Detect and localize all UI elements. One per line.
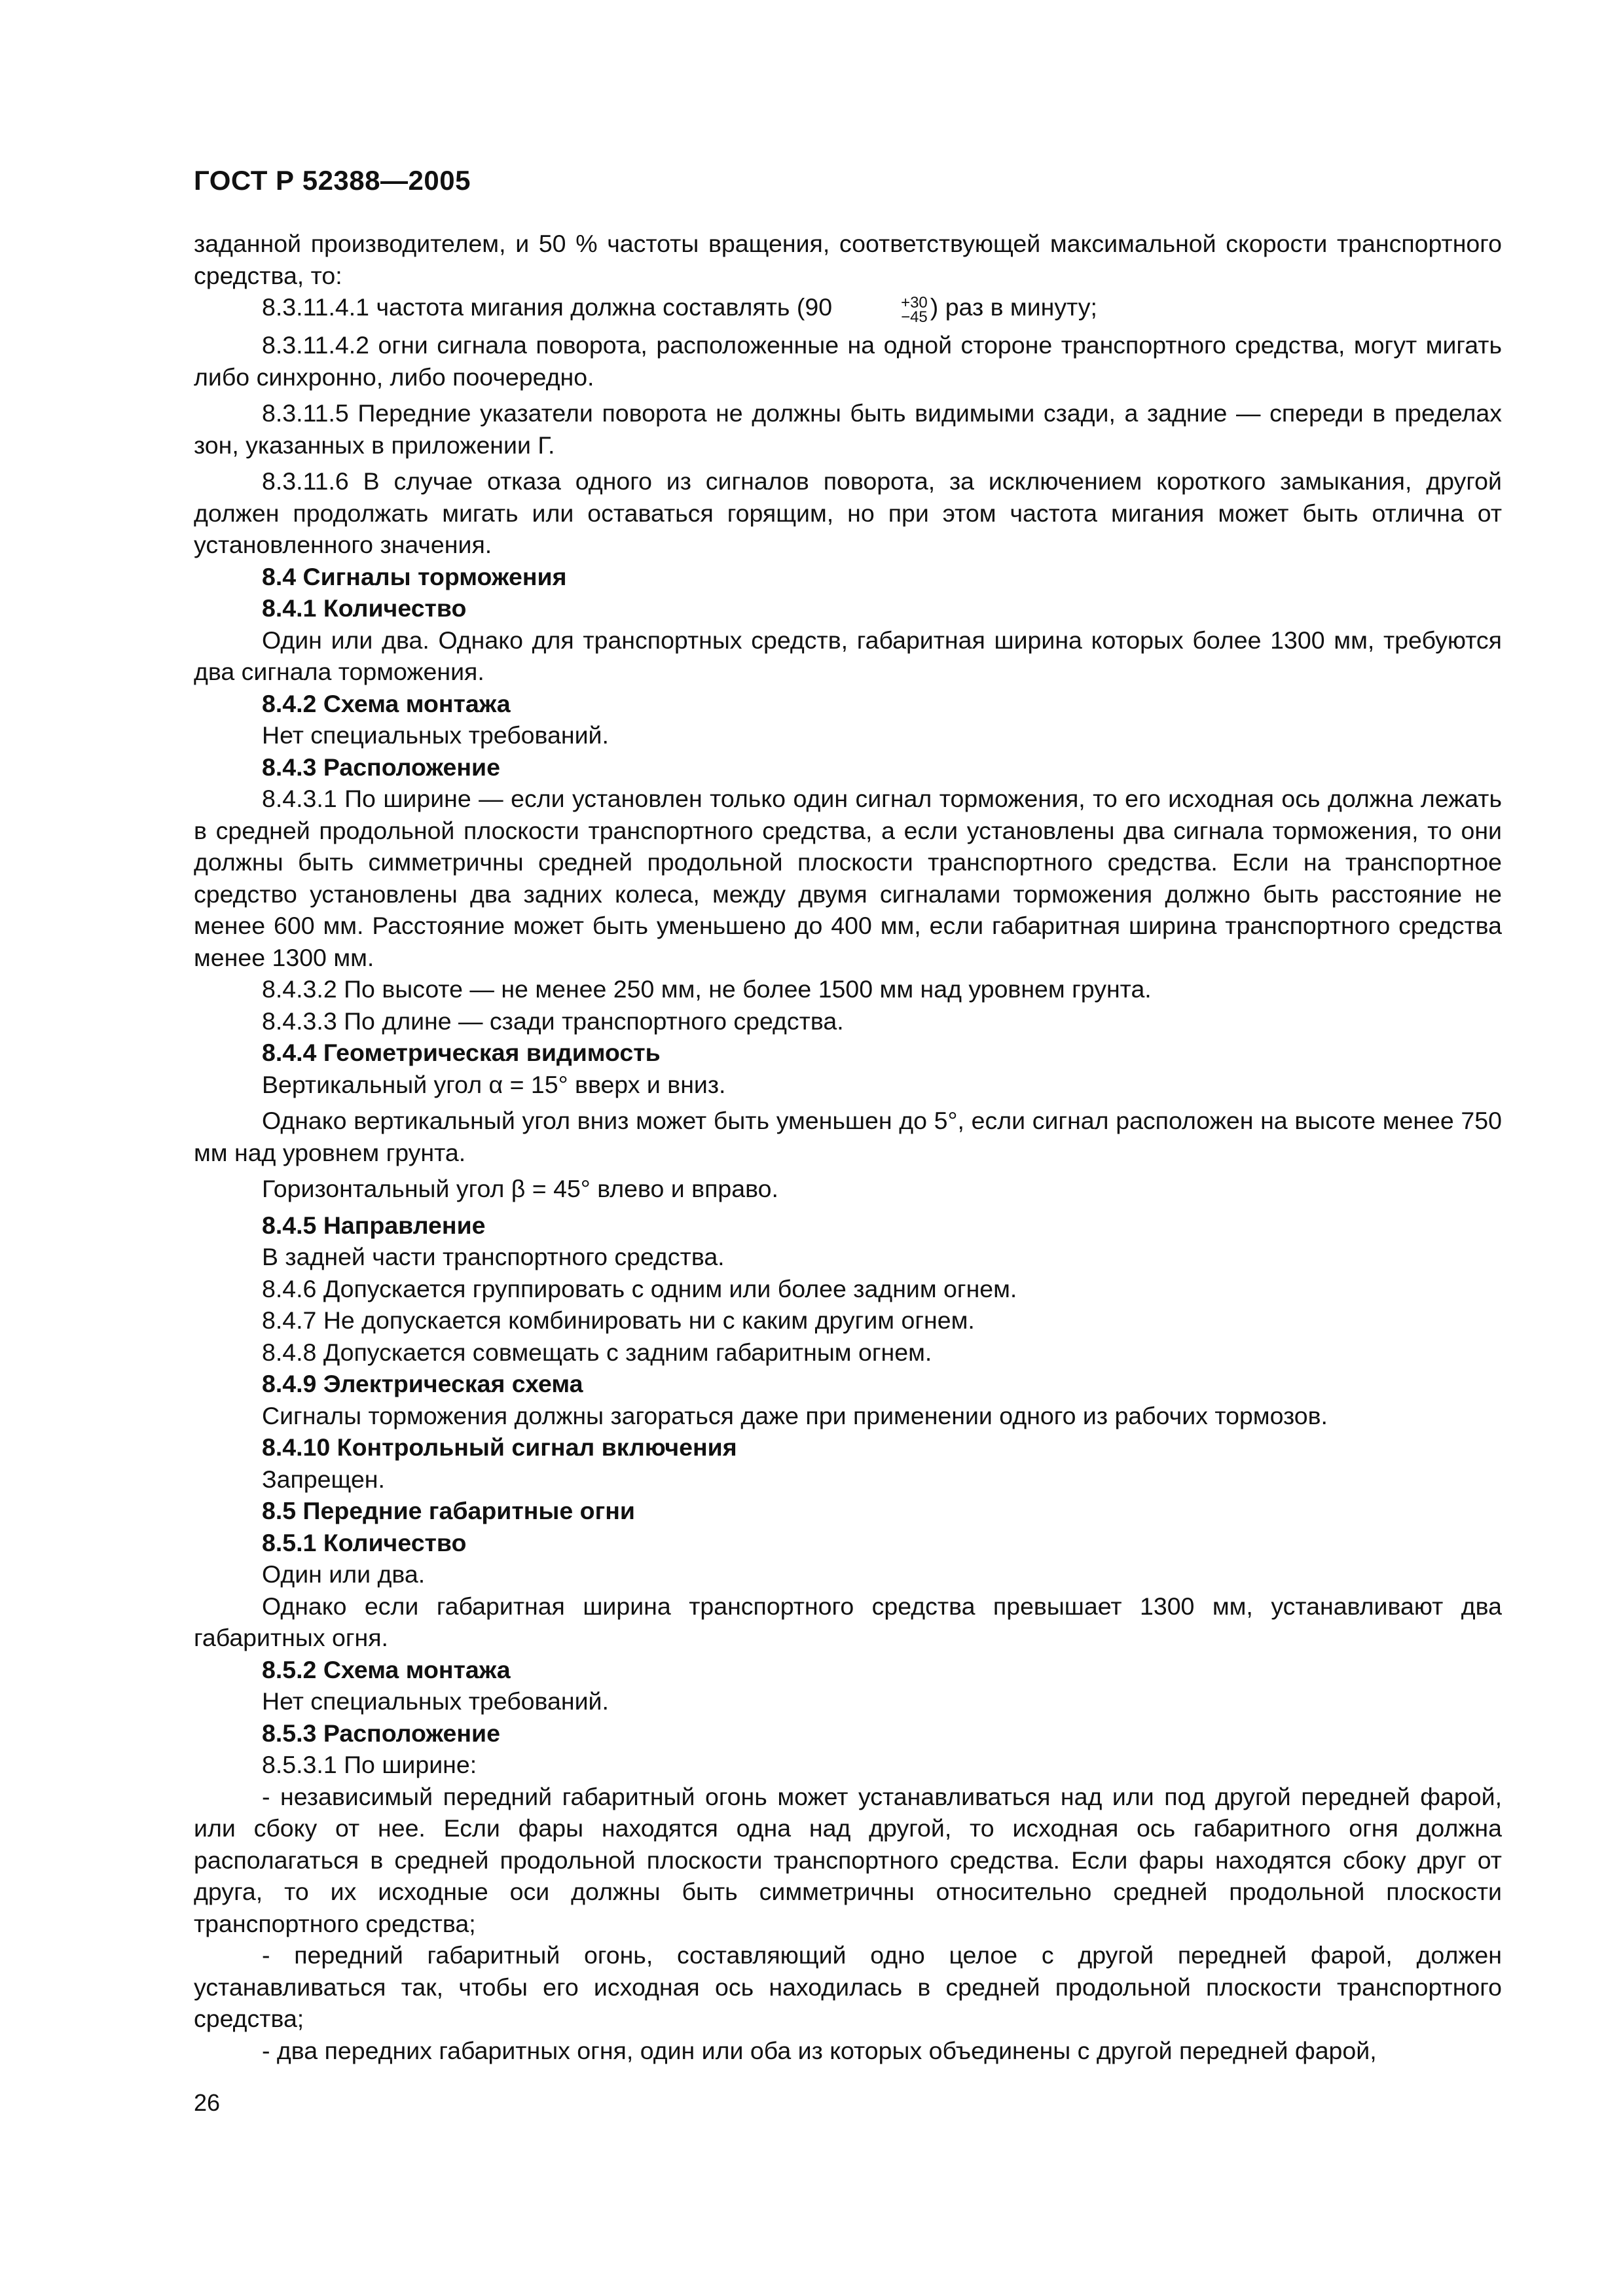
tolerance-lower: −45	[901, 308, 928, 326]
tolerance-upper: +30	[901, 294, 928, 312]
paragraph: 8.3.11.4.2 огни сигнала поворота, расположенные на одной стороне транспортного средства, могут мигать либо синхронно, либо поочередно.	[194, 331, 1502, 391]
section-heading: 8.4.9 Электрическая схема	[262, 1370, 583, 1397]
paragraph: 8.4.3.1 По ширине — если установлен только один сигнал торможения, то его исходная ось должна лежать в средней продольной плоскости транспортного средства, а если установлены два сигнала торможения, то они должны быть симметричны средней продольной плоскости транспортного средства. Если на транспортное средство установлены два задних колеса, между двумя сигналами торможения должно быть расстояние не менее 600 мм. Расстояние может быть уменьшено до 400 мм, если габаритная ширина транспортного средства менее 1300 мм.	[194, 785, 1502, 971]
paragraph: Один или два.	[262, 1560, 426, 1588]
tolerance-fraction	[833, 296, 928, 325]
paragraph: Один или два. Однако для транспортных средств, габаритная ширина которых более 1300 мм, требуются два сигнала торможения.	[194, 626, 1502, 685]
paragraph: 8.4.7 Не допускается комбинировать ни с каким другим огнем.	[262, 1306, 975, 1334]
text-run: ) раз в минуту;	[930, 293, 1097, 321]
section-heading: 8.4 Сигналы торможения	[262, 562, 567, 590]
section-heading: 8.4.10 Контрольный сигнал включения	[262, 1433, 737, 1461]
paragraph: Запрещен.	[262, 1465, 385, 1493]
paragraph: 8.4.3.3 По длине — сзади транспортного средства.	[262, 1007, 844, 1035]
paragraph: Горизонтальный угол β = 45° влево и вправо.	[262, 1175, 778, 1202]
paragraph: 8.4.6 Допускается группировать с одним или более задним огнем.	[262, 1274, 1017, 1302]
section-heading: 8.5.2 Схема монтажа	[262, 1655, 511, 1683]
paragraph: 8.4.3.2 По высоте — не менее 250 мм, не более 1500 мм над уровнем грунта.	[262, 975, 1152, 1003]
text-run: 8.3.11.4.1 частота мигания должна составлять (90	[262, 293, 833, 321]
paragraph: 8.3.11.6 В случае отказа одного из сигналов поворота, за исключением короткого замыкания, другой должен продолжать мигать или оставаться горящим, но при этом частота мигания может быть отлична от установленного значения.	[194, 467, 1502, 558]
section-heading: 8.5.1 Количество	[262, 1528, 467, 1556]
paragraph: заданной производителем, и 50 % частоты вращения, соответствующей максимальной скорости транспортного средства, то:	[194, 230, 1502, 289]
paragraph: Нет специальных требований.	[262, 1687, 609, 1715]
paragraph: Вертикальный угол α = 15° вверх и вниз.	[262, 1070, 726, 1098]
page-number: 26	[194, 2089, 221, 2116]
page-body	[194, 228, 1502, 2066]
paragraph: Однако если габаритная ширина транспортного средства превышает 1300 мм, устанавливают два габаритных огня.	[194, 1592, 1502, 1651]
section-heading: 8.5.3 Расположение	[262, 1719, 500, 1747]
paragraph: 8.3.11.5 Передние указатели поворота не должны быть видимыми сзади, а задние — спереди в пределах зон, указанных в приложении Г.	[194, 399, 1502, 459]
section-heading: 8.4.5 Направление	[262, 1211, 486, 1239]
section-heading: 8.4.4 Геометрическая видимость	[262, 1039, 661, 1066]
paragraph: 8.5.3.1 По ширине:	[262, 1751, 477, 1778]
section-heading: 8.4.2 Схема монтажа	[262, 689, 511, 717]
list-item: - независимый передний габаритный огонь может устанавливаться над или под другой передней фарой, или сбоку от нее. Если фары находятся одна над другой, то исходная ось габаритного огня должна располагаться в средней продольной плоскости транспортного средства. Если фары находятся сбоку друг от друга, то их исходные оси должны быть симметричны относительно средней продольной плоскости транспортного средства;	[194, 1782, 1502, 1937]
list-item: - передний габаритный огонь, составляющий одно целое с другой передней фарой, должен устанавливаться так, чтобы его исходная ось находилась в средней продольной плоскости транспортного средства;	[194, 1941, 1502, 2032]
paragraph: 8.4.8 Допускается совмещать с задним габаритным огнем.	[262, 1338, 932, 1366]
paragraph: Нет специальных требований.	[262, 721, 609, 749]
section-heading: 8.5 Передние габаритные огни	[262, 1497, 635, 1524]
document-header: ГОСТ Р 52388—2005	[194, 165, 471, 196]
paragraph: Однако вертикальный угол вниз может быть уменьшен до 5°, если сигнал расположен на высоте менее 750 мм над уровнем грунта.	[194, 1107, 1502, 1166]
section-heading: 8.4.3 Расположение	[262, 753, 500, 781]
paragraph: Сигналы торможения должны загораться даже при применении одного из рабочих тормозов.	[262, 1401, 1328, 1429]
list-item: - два передних габаритных огня, один или оба из которых объединены с другой передней фарой,	[262, 2036, 1377, 2064]
section-heading: 8.4.1 Количество	[262, 594, 467, 622]
paragraph-8-3-11-4-1	[194, 291, 1502, 325]
paragraph: В задней части транспортного средства.	[262, 1243, 725, 1270]
